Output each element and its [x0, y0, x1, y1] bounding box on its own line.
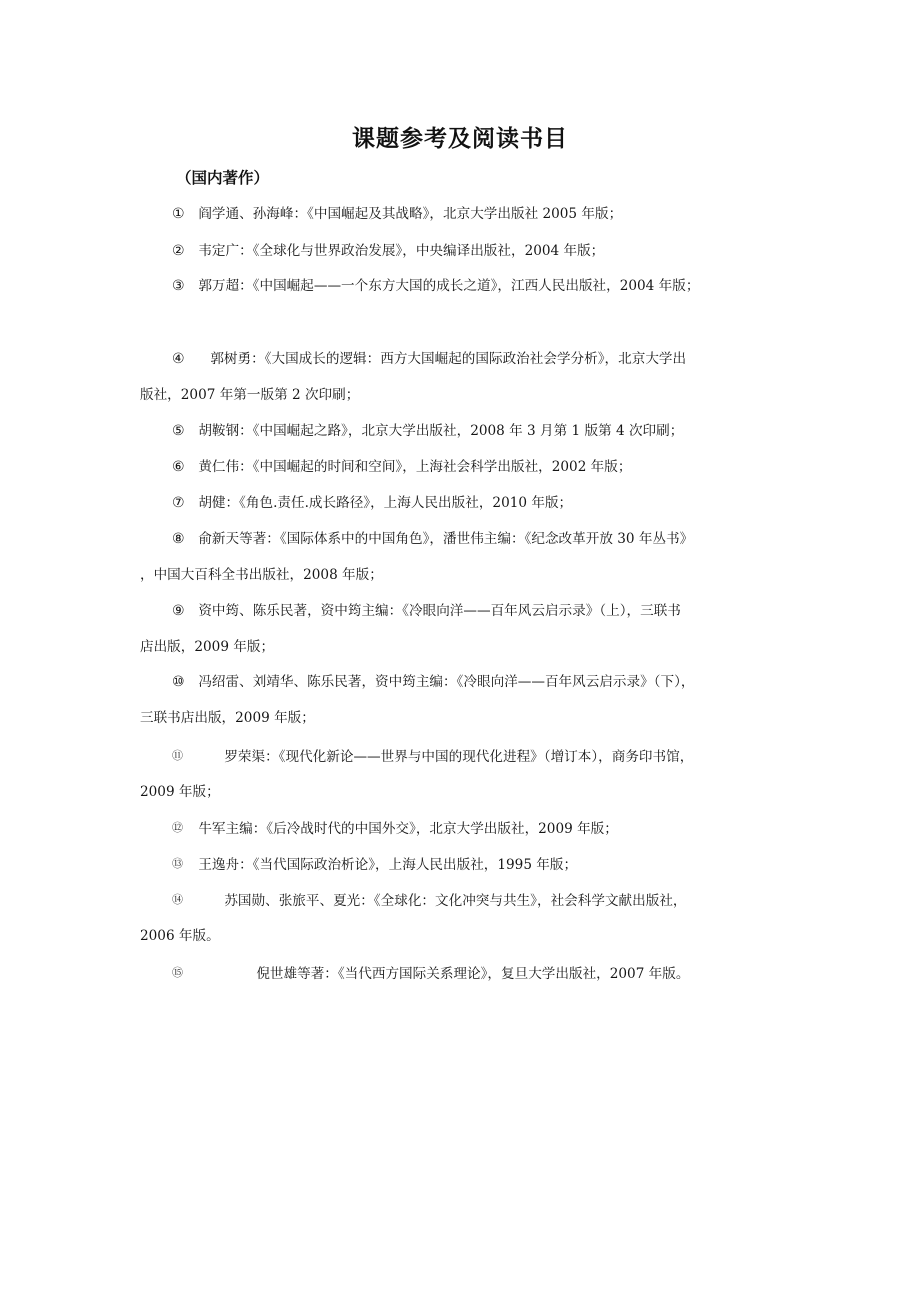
entry-number: ⑦ [172, 495, 185, 511]
reference-entry-4 [140, 341, 800, 413]
entry-text-continued: 2006 年版。 [140, 928, 220, 944]
entry-text: 资中筠、陈乐民著，资中筠主编：《冷眼向洋——百年风云启示录》（上），三联书 [198, 603, 681, 619]
reference-entry-12 [140, 810, 800, 846]
entry-number: ⑨ [172, 603, 185, 619]
entry-text: 郭万超：《中国崛起——一个东方大国的成长之道》，江西人民出版社，2004 年版； [198, 278, 700, 294]
entry-number: ⑬ [172, 857, 183, 870]
entry-text-continued: 店出版，2009 年版； [140, 639, 275, 655]
reference-entry-9 [140, 593, 800, 665]
entry-text: 韦定广：《全球化与世界政治发展》，中央编译出版社，2004 年版； [198, 243, 605, 259]
entry-text: 胡鞍钢：《中国崛起之路》，北京大学出版社，2008 年 3 月第 1 版第 4 次印刷； [198, 423, 684, 439]
entry-text: 冯绍雷、刘靖华、陈乐民著，资中筠主编：《冷眼向洋——百年风云启示录》（下）， [198, 674, 695, 690]
entry-text: 牛军主编：《后冷战时代的中国外交》，北京大学出版社，2009 年版； [198, 821, 618, 837]
entry-number: ⑤ [172, 423, 185, 439]
entry-number: ⑮ [172, 966, 183, 979]
entry-number: ⑪ [172, 749, 183, 762]
reference-entry-2 [140, 233, 800, 269]
entry-text: 胡健：《角色.责任.成长路径》，上海人民出版社，2010 年版； [198, 495, 573, 511]
reference-entry-3 [140, 268, 800, 304]
section-heading: （国内著作） [176, 169, 270, 187]
entry-text-continued: 2009 年版； [140, 784, 220, 800]
entry-text: 王逸舟：《当代国际政治析论》，上海人民出版社，1995 年版； [198, 857, 578, 873]
reference-entry-15 [140, 955, 800, 991]
reference-entry-8 [140, 521, 800, 593]
entry-text: 俞新天等著：《国际体系中的中国角色》，潘世伟主编：《纪念改革开放 30 年丛书》 [198, 531, 694, 547]
reference-entry-10 [140, 664, 800, 736]
reference-entry-14 [140, 882, 800, 954]
entry-text: 阎学通、孙海峰：《中国崛起及其战略》，北京大学出版社 2005 年版； [198, 206, 623, 222]
entry-number: ⑧ [172, 531, 185, 547]
entry-text-continued: ，中国大百科全书出版社，2008 年版； [140, 567, 383, 583]
entry-text: 黄仁伟：《中国崛起的时间和空间》，上海社会科学出版社，2002 年版； [198, 459, 632, 475]
reference-entry-5 [140, 413, 800, 449]
entry-number: ⑫ [172, 821, 183, 834]
reference-entry-6 [140, 449, 800, 485]
entry-text: 苏国勋、张旅平、夏光：《全球化：文化冲突与共生》，社会科学文献出版社， [224, 893, 687, 909]
reference-entry-1 [140, 196, 800, 232]
entry-number: ④ [172, 351, 185, 367]
entry-text-continued: 三联书店出版，2009 年版； [140, 710, 315, 726]
entry-number: ⑭ [172, 893, 183, 906]
entry-text: 倪世雄等著：《当代西方国际关系理论》，复旦大学出版社，2007 年版。 [256, 966, 690, 982]
document-title: 课题参考及阅读书目 [352, 126, 568, 152]
entry-number: ⑩ [172, 674, 185, 690]
entry-text-continued: 版社，2007 年第一版第 2 次印刷； [140, 387, 360, 403]
entry-number: ① [172, 206, 185, 222]
entry-number: ⑥ [172, 459, 185, 475]
entry-text: 罗荣渠：《现代化新论——世界与中国的现代化进程》（增订本），商务印书馆， [224, 749, 694, 765]
reference-entry-11 [140, 738, 800, 810]
entry-text: 郭树勇：《大国成长的逻辑：西方大国崛起的国际政治社会学分析》，北京大学出 [210, 351, 687, 367]
reference-entry-7 [140, 485, 800, 521]
reference-entry-13 [140, 846, 800, 882]
entry-number: ③ [172, 278, 185, 294]
entry-number: ② [172, 243, 185, 259]
